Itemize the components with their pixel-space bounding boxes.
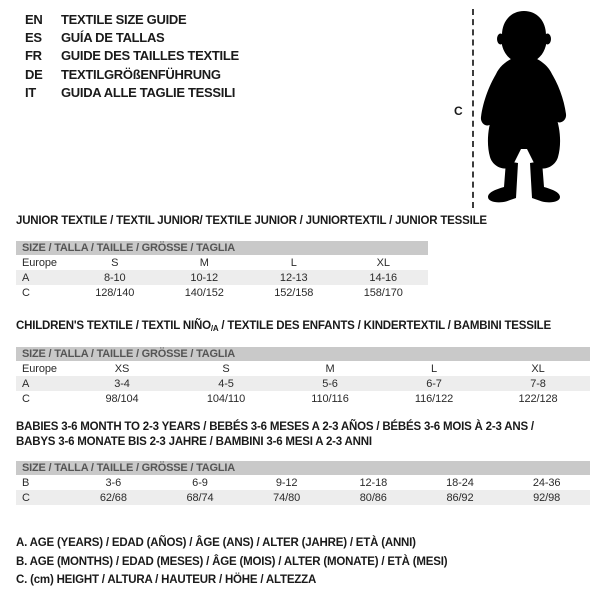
babies-size-table: [16, 461, 590, 505]
language-row: [25, 47, 239, 65]
value-cell: 5-6: [278, 376, 382, 391]
language-code: EN: [25, 11, 43, 27]
table-row-age: [16, 270, 428, 285]
height-label-c: C: [454, 104, 463, 118]
table-row-age: [16, 376, 590, 391]
column-header-row: [16, 361, 590, 376]
column-header-cell: Europe: [22, 362, 57, 375]
column-header-row: [16, 255, 428, 270]
row-label-cell: C: [16, 490, 70, 505]
table-row-age-months: [16, 475, 590, 490]
language-row: [25, 10, 239, 28]
value-cell: 14-16: [339, 270, 429, 285]
value-cell: 10-12: [160, 270, 250, 285]
children-size-table: [16, 347, 590, 406]
language-row: [25, 28, 239, 46]
language-row: [25, 65, 239, 83]
junior-section-title: JUNIOR TEXTILE / TEXTIL JUNIOR/ TEXTILE JUNIOR / JUNIORTEXTIL / JUNIOR TESSILE: [16, 215, 487, 227]
column-header-cell: S: [111, 256, 119, 269]
language-code: DE: [25, 66, 43, 82]
value-cell: 92/98: [503, 490, 590, 505]
value-cell: 9-12: [275, 476, 298, 489]
value-cell: 122/128: [518, 392, 558, 405]
value-cell: 128/140: [95, 286, 135, 299]
value-cell: 104/110: [206, 392, 246, 405]
column-header-cell: Europe: [22, 256, 57, 269]
size-header-label: SIZE / TALLA / TAILLE / GRÖSSE / TAGLIA: [16, 241, 428, 255]
children-title-subscript: /A: [210, 324, 219, 333]
value-cell: 62/68: [70, 490, 157, 505]
baby-silhouette-icon: [480, 9, 568, 205]
size-header-bar: [16, 461, 590, 475]
value-cell: 12-13: [249, 270, 339, 285]
column-header-cell: XL: [531, 362, 545, 375]
height-measure-dashed-line: [472, 9, 474, 208]
value-cell: 3-6: [105, 476, 122, 489]
size-header-label: SIZE / TALLA / TAILLE / GRÖSSE / TAGLIA: [16, 461, 590, 475]
footnote-line-c: C. (cm) HEIGHT / ALTURA / HAUTEUR / HÖHE / ALTEZZA: [16, 573, 317, 586]
value-cell: 110/116: [311, 392, 349, 405]
value-cell: 140/152: [184, 286, 224, 299]
value-cell: 152/158: [274, 286, 314, 299]
guide-title: GUÍA DE TALLAS: [61, 30, 165, 46]
value-cell: 116/122: [414, 392, 454, 405]
footnote-line-a: A. AGE (YEARS) / EDAD (AÑOS) / ÂGE (ANS) / ALTER (JAHRE) / ETÀ (ANNI): [16, 537, 416, 550]
legend-notes: [16, 534, 447, 589]
value-cell: 8-10: [70, 270, 160, 285]
guide-title: TEXTILE SIZE GUIDE: [61, 11, 187, 27]
value-cell: 4-5: [174, 376, 278, 391]
children-section-title: [16, 320, 551, 333]
column-header-cell: L: [290, 256, 297, 269]
children-title-text: / TEXTILE DES ENFANTS / KINDERTEXTIL / BAMBINI TESSILE: [218, 320, 551, 332]
value-cell: 18-24: [446, 476, 474, 489]
table-row-height: [16, 391, 590, 406]
column-header-cell: L: [430, 362, 438, 375]
value-cell: 6-7: [382, 376, 486, 391]
value-cell: 98/104: [105, 392, 139, 405]
value-cell: 68/74: [157, 490, 244, 505]
children-title-text: CHILDREN'S TEXTILE / TEXTIL NIÑO: [16, 320, 211, 332]
language-title-list: [25, 10, 239, 102]
language-row: [25, 84, 239, 102]
column-header-cell: M: [325, 362, 335, 375]
value-cell: 3-4: [70, 376, 174, 391]
row-label-cell: C: [22, 286, 30, 299]
row-label-cell: A: [16, 376, 70, 391]
value-cell: 7-8: [486, 376, 590, 391]
language-code: ES: [25, 30, 42, 46]
column-header-cell: M: [199, 256, 209, 269]
value-cell: 24-36: [532, 476, 561, 489]
guide-title: GUIDA ALLE TAGLIE TESSILI: [61, 85, 236, 101]
size-header-label: SIZE / TALLA / TAILLE / GRÖSSE / TAGLIA: [16, 347, 590, 361]
row-label-cell: C: [22, 392, 30, 405]
guide-title: TEXTILGRÖßENFÜHRUNG: [61, 66, 221, 82]
value-cell: 86/92: [417, 490, 504, 505]
size-header-bar: [16, 241, 428, 255]
babies-section-title-line2: BABYS 3-6 MONATE BIS 2-3 JAHRE / BAMBINI 3-6 MESI A 2-3 ANNI: [16, 436, 372, 448]
value-cell: 74/80: [243, 490, 330, 505]
size-header-bar: [16, 347, 590, 361]
column-header-cell: XS: [114, 362, 130, 375]
row-label-cell: B: [22, 476, 30, 489]
junior-size-table: [16, 241, 428, 300]
value-cell: 6-9: [192, 476, 208, 489]
guide-title: GUIDE DES TAILLES TEXTILE: [61, 48, 239, 64]
row-label-cell: A: [16, 270, 70, 285]
value-cell: 80/86: [330, 490, 417, 505]
language-code: IT: [25, 85, 36, 101]
table-row-height: [16, 490, 590, 505]
column-header-cell: S: [222, 362, 230, 375]
value-cell: 158/170: [363, 286, 403, 299]
footnote-line-b: B. AGE (MONTHS) / EDAD (MESES) / ÂGE (MOIS) / ALTER (MONATE) / ETÀ (MESI): [16, 555, 448, 568]
value-cell: 12-18: [359, 476, 388, 489]
babies-section-title-line1: BABIES 3-6 MONTH TO 2-3 YEARS / BEBÉS 3-6 MESES A 2-3 AÑOS / BÉBÉS 3-6 MOIS À 2-3 ANS /: [16, 421, 534, 433]
column-header-cell: XL: [376, 256, 390, 269]
table-row-height: [16, 285, 428, 300]
language-code: FR: [25, 48, 42, 64]
